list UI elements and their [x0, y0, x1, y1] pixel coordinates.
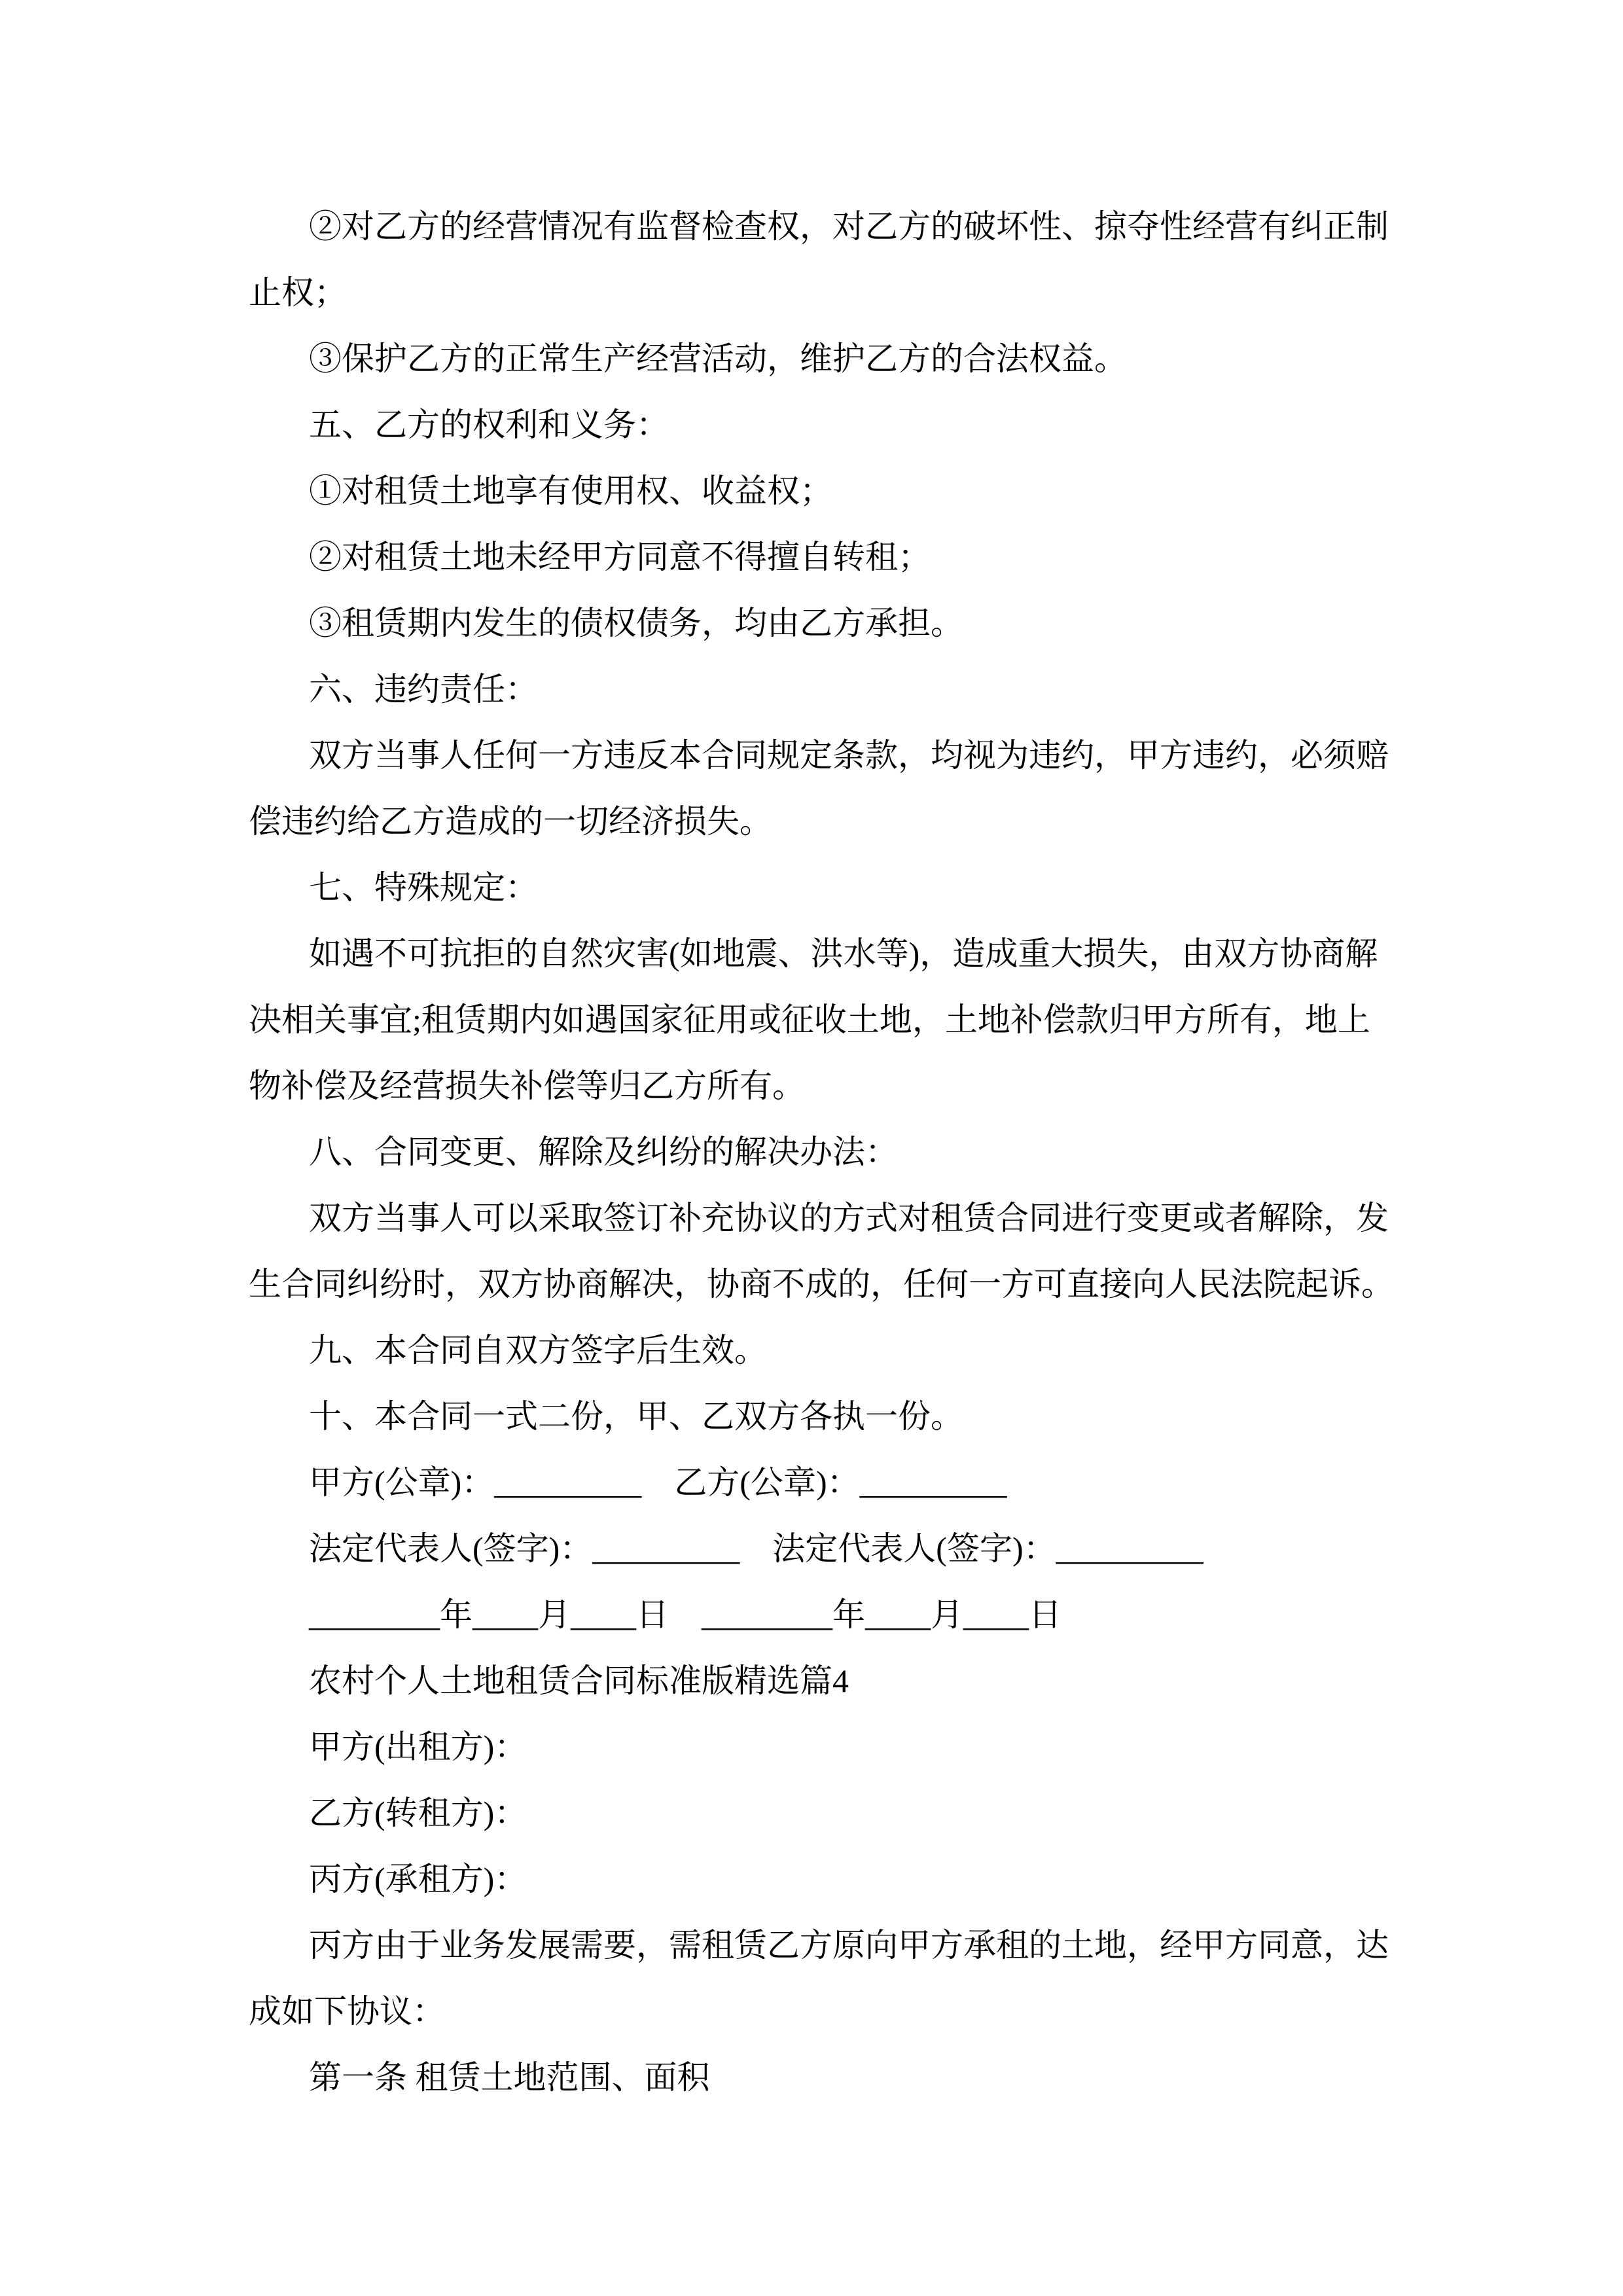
section-heading: 六、违约责任： — [309, 671, 538, 708]
section-heading: 七、特殊规定： — [309, 869, 538, 906]
clause-text: 偿违约给乙方造成的一切经济损失。 — [249, 803, 772, 840]
section-heading: 九、本合同自双方签字后生效。 — [309, 1332, 767, 1369]
clause-text: 双方当事人可以采取签订补充协议的方式对租赁合同进行变更或者解除，发 — [309, 1200, 1389, 1236]
clause-text: 物补偿及经营损失补偿等归乙方所有。 — [249, 1067, 805, 1104]
section-heading: 八、合同变更、解除及纠纷的解决办法： — [309, 1134, 898, 1170]
clause-text: 丙方由于业务发展需要，需租赁乙方原向甲方承租的土地，经甲方同意，达 — [309, 1927, 1389, 1964]
party-line: 乙方(转租方)： — [309, 1795, 527, 1831]
legal-representative-line: 法定代表人(签字)：_________ 法定代表人(签字)：_________ — [309, 1530, 1204, 1567]
document-text-block — [249, 194, 1400, 2111]
document-subtitle: 农村个人土地租赁合同标准版精选篇4 — [309, 1662, 849, 1699]
clause-text: 如遇不可抗拒的自然灾害(如地震、洪水等)，造成重大损失，由双方协商解 — [309, 935, 1378, 972]
clause-text: ②对乙方的经营情况有监督检查权，对乙方的破坏性、掠夺性经营有纠正制 — [309, 208, 1389, 245]
section-heading: 十、本合同一式二份，甲、乙双方各执一份。 — [309, 1398, 963, 1435]
party-line: 丙方(承租方)： — [309, 1861, 527, 1897]
clause-text: ③保护乙方的正常生产经营活动，维护乙方的合法权益。 — [309, 340, 1127, 377]
clause-text: ③租赁期内发生的债权债务，均由乙方承担。 — [309, 605, 963, 641]
clause-text: ①对租赁土地享有使用权、收益权； — [309, 473, 832, 509]
clause-text: 双方当事人任何一方违反本合同规定条款，均视为违约，甲方违约，必须赔 — [309, 737, 1389, 774]
clause-text: ②对租赁土地未经甲方同意不得擅自转租； — [309, 539, 931, 575]
clause-text: 决相关事宜;租赁期内如遇国家征用或征收土地，土地补偿款归甲方所有，地上 — [249, 1001, 1370, 1038]
party-line: 甲方(出租方)： — [309, 1729, 527, 1765]
clause-text: 生合同纠纷时，双方协商解决，协商不成的，任何一方可直接向人民法院起诉。 — [249, 1266, 1394, 1302]
article-heading: 第一条 租赁土地范围、面积 — [309, 2059, 710, 2096]
section-heading: 五、乙方的权利和义务： — [309, 406, 669, 443]
seal-signature-line: 甲方(公章)：_________ 乙方(公章)：_________ — [309, 1464, 1007, 1501]
clause-text: 成如下协议： — [249, 1993, 445, 2030]
date-line: ________年____月____日 ________年____月____日 — [309, 1596, 1061, 1633]
clause-text: 止权； — [249, 274, 347, 311]
